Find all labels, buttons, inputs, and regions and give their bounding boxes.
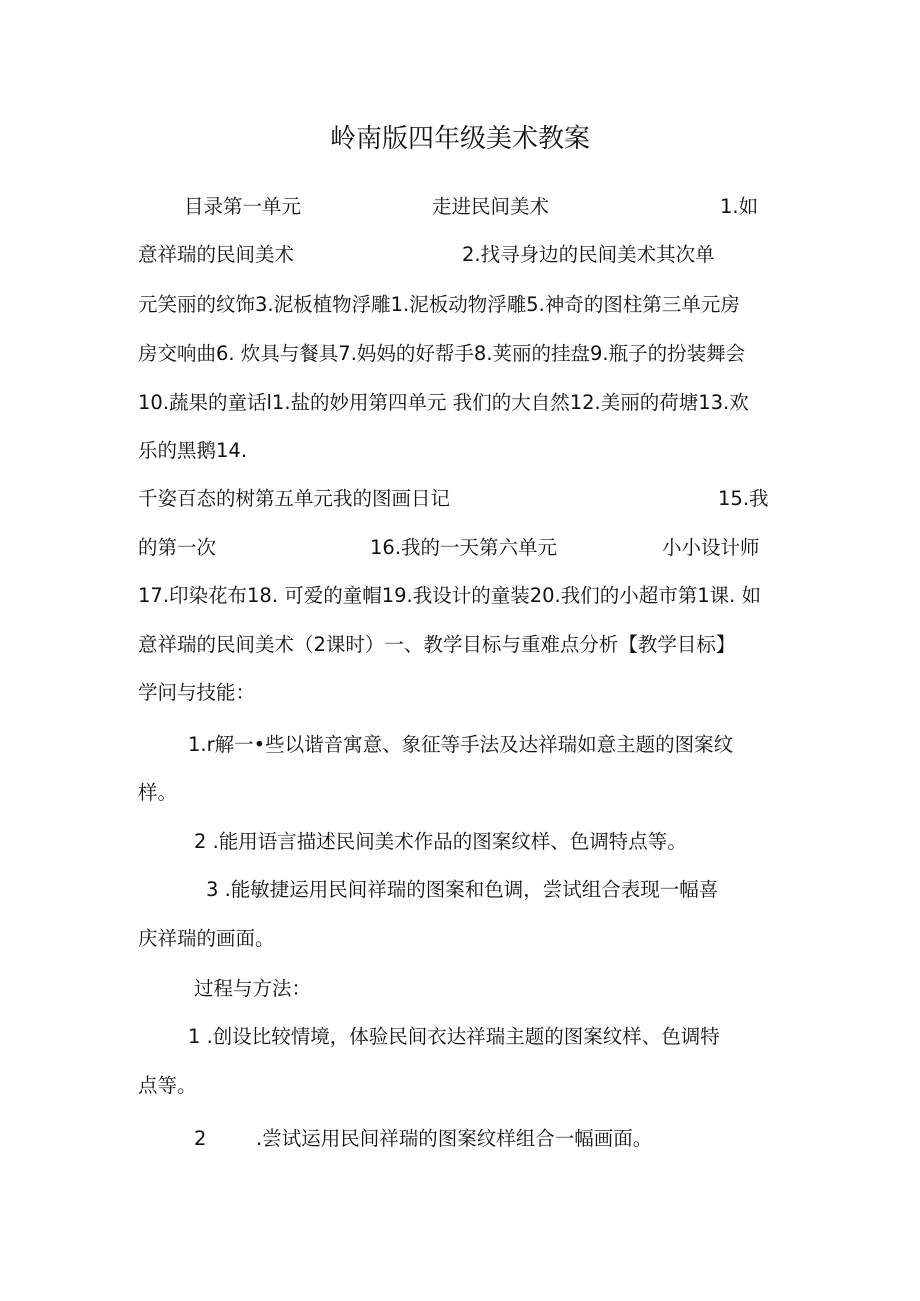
process-item-2-number: 2: [194, 1127, 207, 1150]
toc-line: 乐的黑鹅14.: [138, 439, 248, 462]
skill-item-2: 2 .能用语言描述民间美术作品的图案纹样、色调特点等。: [194, 830, 687, 853]
section-heading-process: 过程与方法：: [194, 977, 312, 1000]
document-title: 岭南版四年级美术教案: [329, 124, 590, 154]
skill-item-3: 3 .能敏捷运用民间祥瑞的图案和色调，尝试组合表现一幅喜: [206, 878, 719, 901]
section-heading-knowledge: 学问与技能：: [138, 681, 256, 704]
toc-lesson-one-start: 1.如: [720, 195, 759, 218]
skill-item-3-cont: 庆祥瑞的画面。: [138, 927, 275, 950]
toc-line: 17.印染花布18. 可爱的童帽19.我设计的童装20.我们的小超市第1课. 如: [138, 584, 762, 607]
toc-lesson-fifteen-start: 15.我: [718, 487, 769, 510]
toc-lesson-fifteen-end: 的第一次: [138, 536, 217, 559]
toc-line: 10.蔬果的童话l1.盐的妙用第四单元 我们的大自然12.美丽的荷塘13.欢: [138, 391, 749, 414]
toc-unit-one: 目录第一单元: [184, 195, 302, 218]
toc-unit-six: 16.我的一天第六单元: [370, 536, 558, 559]
process-item-1-cont: 点等。: [138, 1074, 197, 1097]
toc-unit-one-title: 走进民间美术: [432, 195, 550, 218]
skill-item-1-cont: 样。: [138, 781, 178, 804]
toc-line: 房交响曲6. 炊具与餐具7.妈妈的好帮手8.荚丽的挂盘9.瓶子的扮装舞会: [138, 342, 746, 365]
toc-unit-six-title: 小小设计师: [662, 536, 760, 559]
toc-line: 元笑丽的纹饰3.泥板植物浮雕1.泥板动物浮雕5.神奇的图柱第三单元房: [138, 293, 740, 316]
process-item-2: .尝试运用民间祥瑞的图案纹样组合一幅画面。: [256, 1127, 653, 1150]
toc-unit-five: 千姿百态的树第五单元我的图画日记: [138, 487, 451, 510]
toc-lesson-two: 2.找寻身边的民间美术其次单: [462, 243, 715, 266]
process-item-1: 1 .创设比较情境，体验民间衣达祥瑞主题的图案纹样、色调特: [188, 1025, 720, 1048]
lesson-heading: 意祥瑞的民间美术（2课时）一、教学目标与重难点分析【教学目标】: [138, 633, 736, 656]
toc-lesson-one-end: 意祥瑞的民间美术: [138, 243, 295, 266]
skill-item-1: 1.r解一•些以谐音寓意、象征等手法及达祥瑞如意主题的图案纹: [188, 733, 734, 756]
